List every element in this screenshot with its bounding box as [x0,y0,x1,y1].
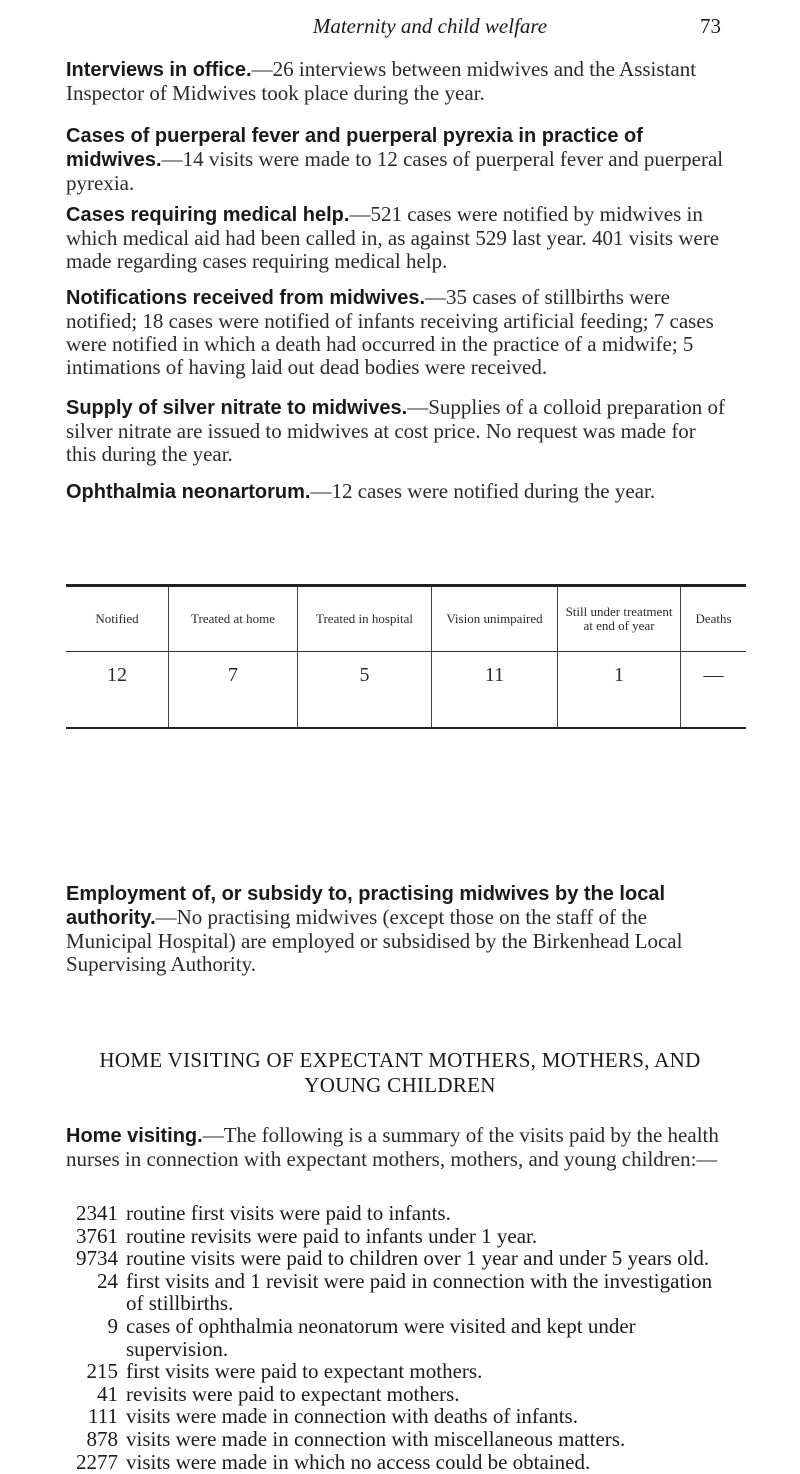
paragraph-lead: Supply of silver nitrate to midwives. [66,397,408,419]
paragraph-lead: Interviews in office. [66,59,252,81]
list-item [66,1405,726,1428]
paragraph-body: —The following is a summary of the visits paid by the health nurses in connection with expectant mothers, mothers, and young children:— [66,1123,719,1171]
visit-description: revisits were paid to expectant mothers. [126,1381,460,1406]
visit-count: 878 [86,1426,118,1451]
table-cell-treated-at-home: 7 [169,652,298,729]
paragraph-ophthalmia [66,480,726,504]
table-header-row [66,586,746,652]
visit-count: 9 [107,1313,118,1338]
visit-description: routine revisits were paid to infants under 1 year. [126,1223,538,1248]
table-cell-vision-unimpaired: 11 [432,652,558,729]
list-item [66,1225,726,1248]
visit-count: 2277 [76,1449,118,1474]
column-header-still-under-treatment: Still under treatment at end of year [558,586,681,652]
paragraph-puerperal [66,124,726,195]
paragraph-lead: Cases of puerperal fever and puerperal pyrexia in practice of midwives. [66,125,643,171]
table-cell-notified: 12 [66,652,169,729]
paragraph-body: —35 cases of stillbirths were notified; 18 cases were notified of infants receiving artificial feeding; 7 cases were notified in which a death had occurred in the practice of a midwife; 5 intimations of having laid out dead bodies were received. [66,285,714,379]
paragraph-body: —26 interviews between midwives and the Assistant Inspector of Midwives took place during the year. [66,57,697,105]
ophthalmia-table [66,584,746,729]
paragraph-employment [66,882,726,976]
paragraph-body: —521 cases were notified by midwives in which medical aid had been called in, as against 529 last year. 401 visits were made regarding cases requiring medical help. [66,202,720,273]
visit-count: 215 [86,1359,118,1384]
section-heading [40,1048,760,1098]
paragraph-lead: Notifications received from midwives. [66,287,425,309]
list-item [66,1451,726,1474]
visit-description: first visits were paid to expectant mothers. [126,1359,483,1384]
paragraph-interviews [66,58,726,105]
column-header-deaths: Deaths [681,586,747,652]
visit-description: cases of ophthalmia neonatorum were visited and kept under supervision. [126,1313,636,1361]
list-item [66,1360,726,1383]
visit-description: visits were made in connection with miscellaneous matters. [126,1426,626,1451]
list-item [66,1247,726,1270]
visit-count: 9734 [76,1246,118,1271]
paragraph-lead: Home visiting. [66,1125,203,1147]
visit-count: 3761 [76,1223,118,1248]
visit-count: 2341 [76,1201,118,1225]
section-heading-line-1: HOME VISITING OF EXPECTANT MOTHERS, MOTHERS, AND [99,1048,701,1072]
paragraph-silver-nitrate [66,396,726,466]
paragraph-body: —14 visits were made to 12 cases of puerperal fever and puerperal pyrexia. [66,147,724,195]
visit-description: visits were made in connection with deaths of infants. [126,1404,578,1429]
paragraph-lead: Ophthalmia neonartorum. [66,481,311,503]
list-item [66,1202,726,1225]
paragraph-lead: Employment of, or subsidy to, practising midwives by the local authority. [66,883,666,929]
table-cell-deaths: — [681,652,747,729]
list-item [66,1270,726,1315]
table-cell-still-under-treatment: 1 [558,652,681,729]
column-header-notified: Notified [66,586,169,652]
paragraph-lead: Cases requiring medical help. [66,204,350,226]
page-header [0,8,800,44]
section-heading-line-2: YOUNG CHILDREN [304,1073,496,1097]
visit-description: routine visits were paid to children over 1 year and under 5 years old. [126,1246,710,1271]
visit-count: 41 [97,1381,118,1406]
paragraph-home-visiting [66,1124,726,1171]
visit-count: 111 [88,1404,118,1429]
running-title: Maternity and child welfare [312,14,548,38]
list-item [66,1383,726,1406]
paragraph-notifications [66,286,726,379]
paragraph-body: —Supplies of a colloid preparation of silver nitrate are issued to midwives at cost price. No request was made for this during the year. [66,395,726,466]
visit-description: visits were made in which no access could be obtained. [126,1449,591,1474]
column-header-vision-unimpaired: Vision unimpaired [432,586,558,652]
visits-list [66,1202,726,1473]
table-cell-treated-in-hospital: 5 [298,652,432,729]
list-item [66,1315,726,1360]
visit-description: first visits and 1 revisit were paid in connection with the investigation of stillbirths. [126,1268,713,1316]
paragraph-body: —No practising midwives (except those on the staff of the Municipal Hospital) are employed or subsidised by the Birkenhead Local Supervising Authority. [66,905,683,976]
list-item [66,1428,726,1451]
column-header-treated-at-home: Treated at home [169,586,298,652]
page-number: 73 [700,14,721,38]
visit-description: routine first visits were paid to infants. [126,1201,451,1225]
column-header-treated-in-hospital: Treated in hospital [298,586,432,652]
visit-count: 24 [97,1268,118,1293]
paragraph-body: —12 cases were notified during the year. [310,479,656,503]
paragraph-medical-help [66,203,726,273]
table-row [66,652,746,729]
